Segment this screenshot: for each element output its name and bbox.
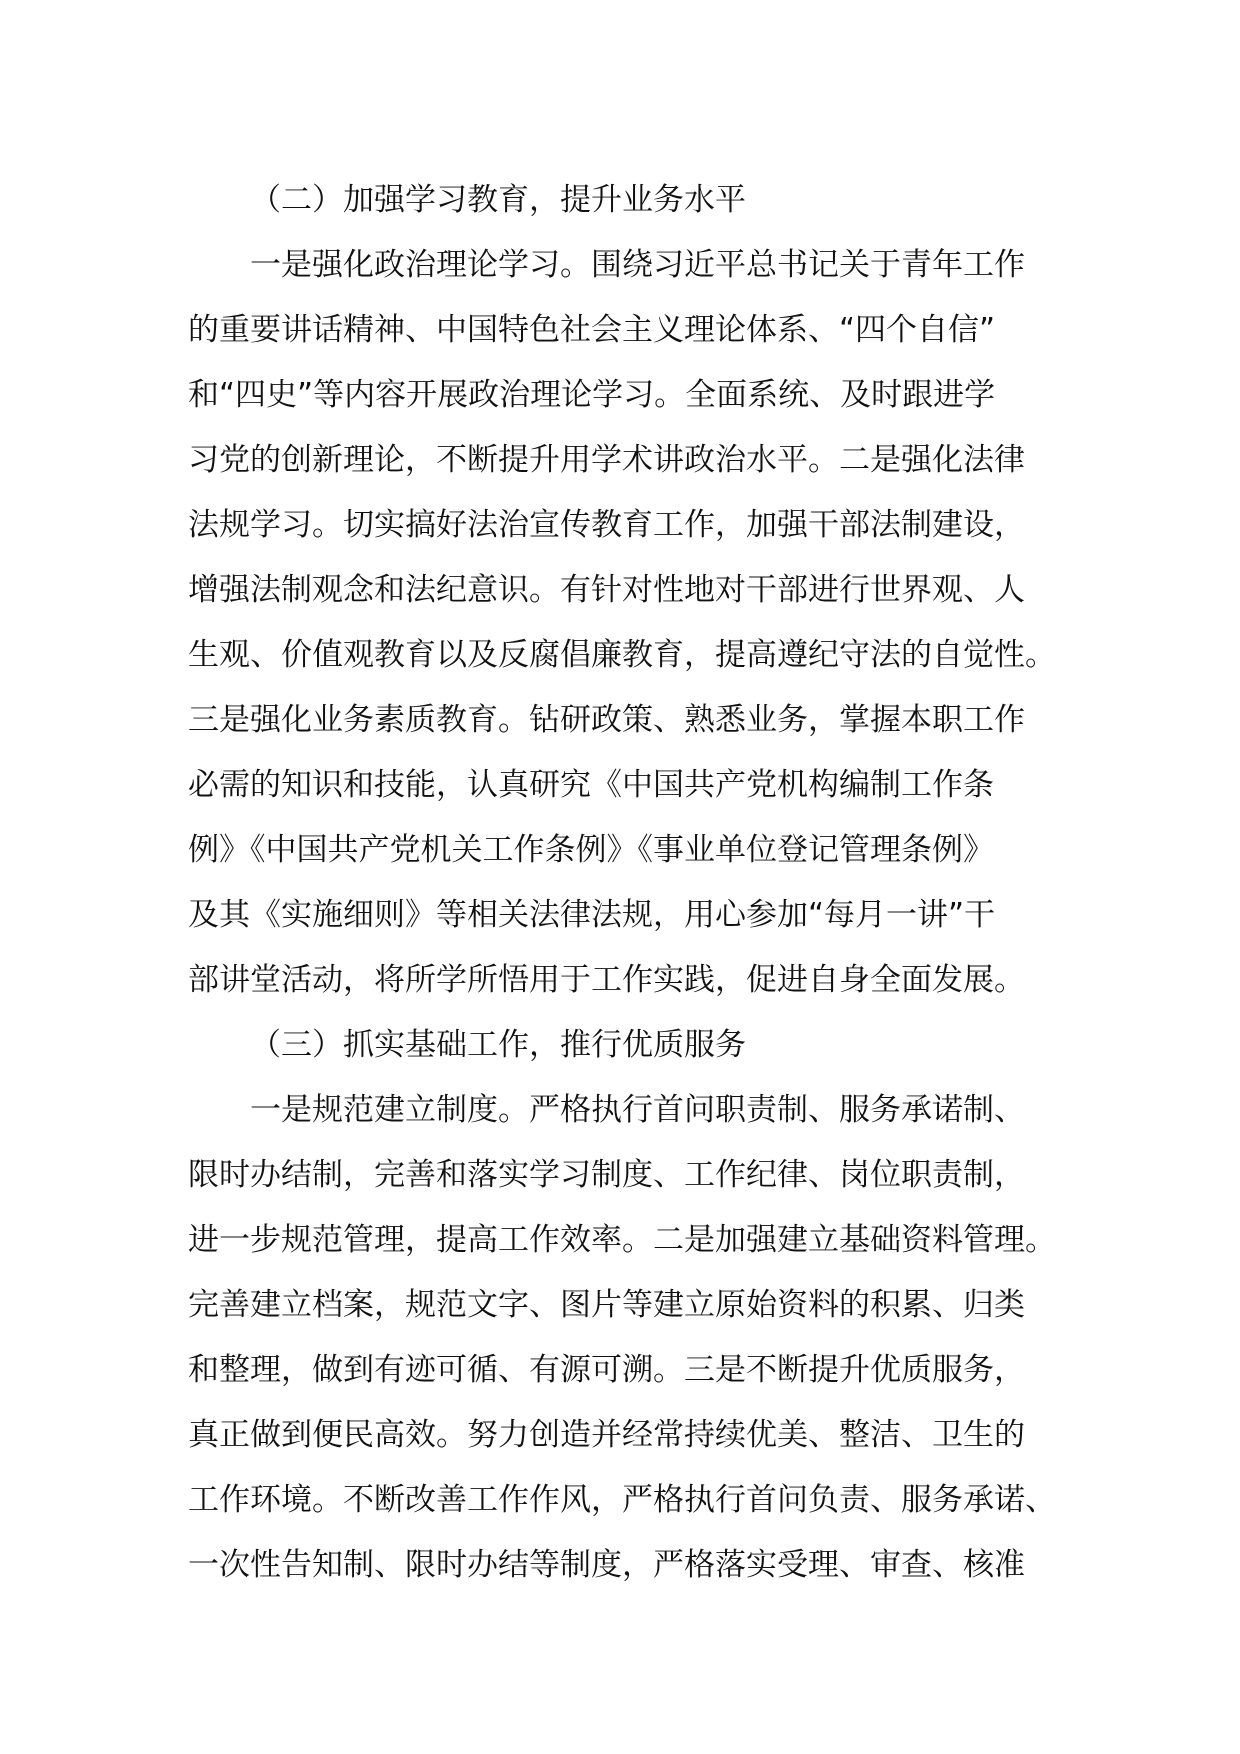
paragraph-line: 一是规范建立制度。严格执行首问职责制、服务承诺制、 (250, 1092, 1025, 1128)
paragraph-line: 工作环境。不断改善工作作风，严格执行首问负责、服务承诺、 (188, 1482, 1056, 1518)
paragraph-line: 及其《实施细则》等相关法律法规，用心参加“每月一讲”干 (188, 897, 996, 933)
paragraph-line: 增强法制观念和法纪意识。有针对性地对干部进行世界观、人 (188, 572, 1025, 608)
paragraph-line: 例》《中国共产党机关工作条例》《事业单位登记管理条例》 (188, 832, 994, 868)
section-heading-2: （二）加强学习教育，提升业务水平 (250, 182, 746, 218)
paragraph-line: 限时办结制，完善和落实学习制度、工作纪律、岗位职责制， (188, 1157, 1025, 1193)
paragraph-line: 完善建立档案，规范文字、图片等建立原始资料的积累、归类 (188, 1287, 1025, 1323)
paragraph-line: 生观、价值观教育以及反腐倡廉教育，提高遵纪守法的自觉性。 (188, 637, 1056, 673)
paragraph-line: 法规学习。切实搞好法治宣传教育工作，加强干部法制建设， (188, 507, 1025, 543)
document-body (188, 168, 1078, 1598)
paragraph-line: 部讲堂活动，将所学所悟用于工作实践，促进自身全面发展。 (188, 962, 1025, 998)
paragraph-line: 和整理，做到有迹可循、有源可溯。三是不断提升优质服务， (188, 1352, 1025, 1388)
paragraph-line: 进一步规范管理，提高工作效率。二是加强建立基础资料管理。 (188, 1222, 1056, 1258)
paragraph-line: 一次性告知制、限时办结等制度，严格落实受理、审查、核准 (188, 1547, 1025, 1583)
paragraph-line: 三是强化业务素质教育。钻研政策、熟悉业务，掌握本职工作 (188, 702, 1025, 738)
paragraph-line: 习党的创新理论，不断提升用学术讲政治水平。二是强化法律 (188, 442, 1025, 478)
paragraph-line: 真正做到便民高效。努力创造并经常持续优美、整洁、卫生的 (188, 1417, 1025, 1453)
paragraph-line: 必需的知识和技能，认真研究《中国共产党机构编制工作条 (188, 767, 994, 803)
paragraph-line: 的重要讲话精神、中国特色社会主义理论体系、“四个自信” (188, 312, 996, 348)
paragraph-line: 和“四史”等内容开展政治理论学习。全面系统、及时跟进学 (188, 377, 996, 413)
section-heading-3: （三）抓实基础工作，推行优质服务 (250, 1027, 746, 1063)
paragraph-line: 一是强化政治理论学习。围绕习近平总书记关于青年工作 (250, 247, 1025, 283)
